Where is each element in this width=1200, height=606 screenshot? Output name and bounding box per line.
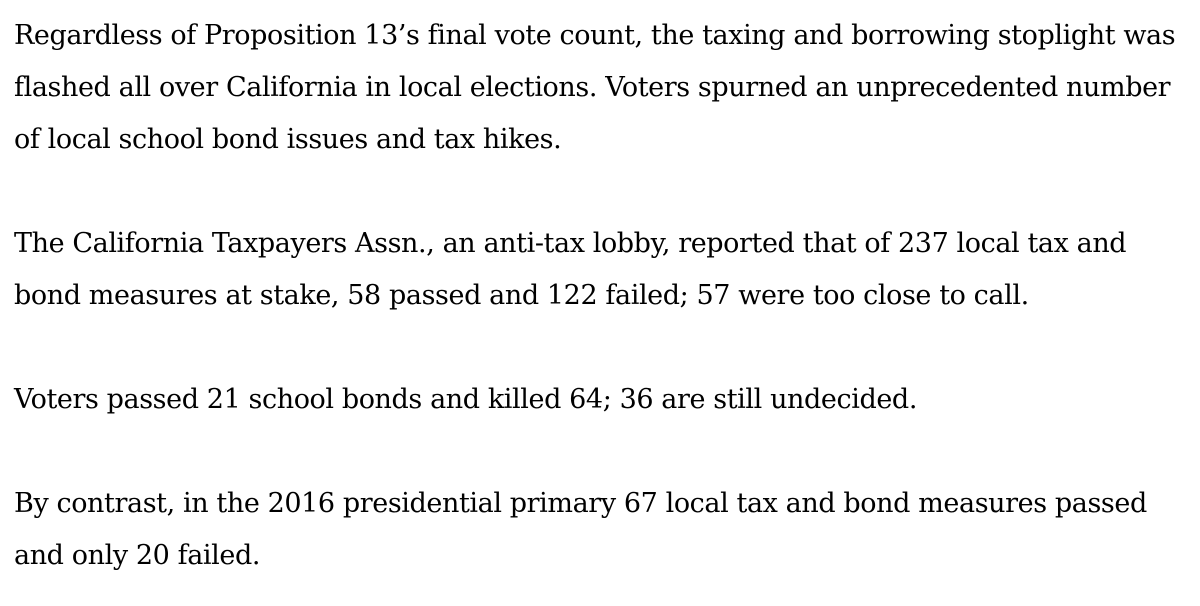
paragraph-taxpayers-assn: The California Taxpayers Assn., an anti-tax lobby, reported that of 237 local tax and bond measures at stake, 58 passed and 122 failed; 57 were too close to call. — [14, 228, 1127, 311]
paragraph-proposition-13: Regardless of Proposition 13’s final vote count, the taxing and borrowing stoplight was flashed all over California in local elections. Voters spurned an unprecedented number of local school bond issues and tax hikes. — [14, 20, 1176, 155]
paragraph-2016-primary: By contrast, in the 2016 presidential primary 67 local tax and bond measures passed and only 20 failed. — [14, 488, 1147, 571]
paragraph-school-bonds: Voters passed 21 school bonds and killed 64; 36 are still undecided. — [14, 384, 917, 415]
